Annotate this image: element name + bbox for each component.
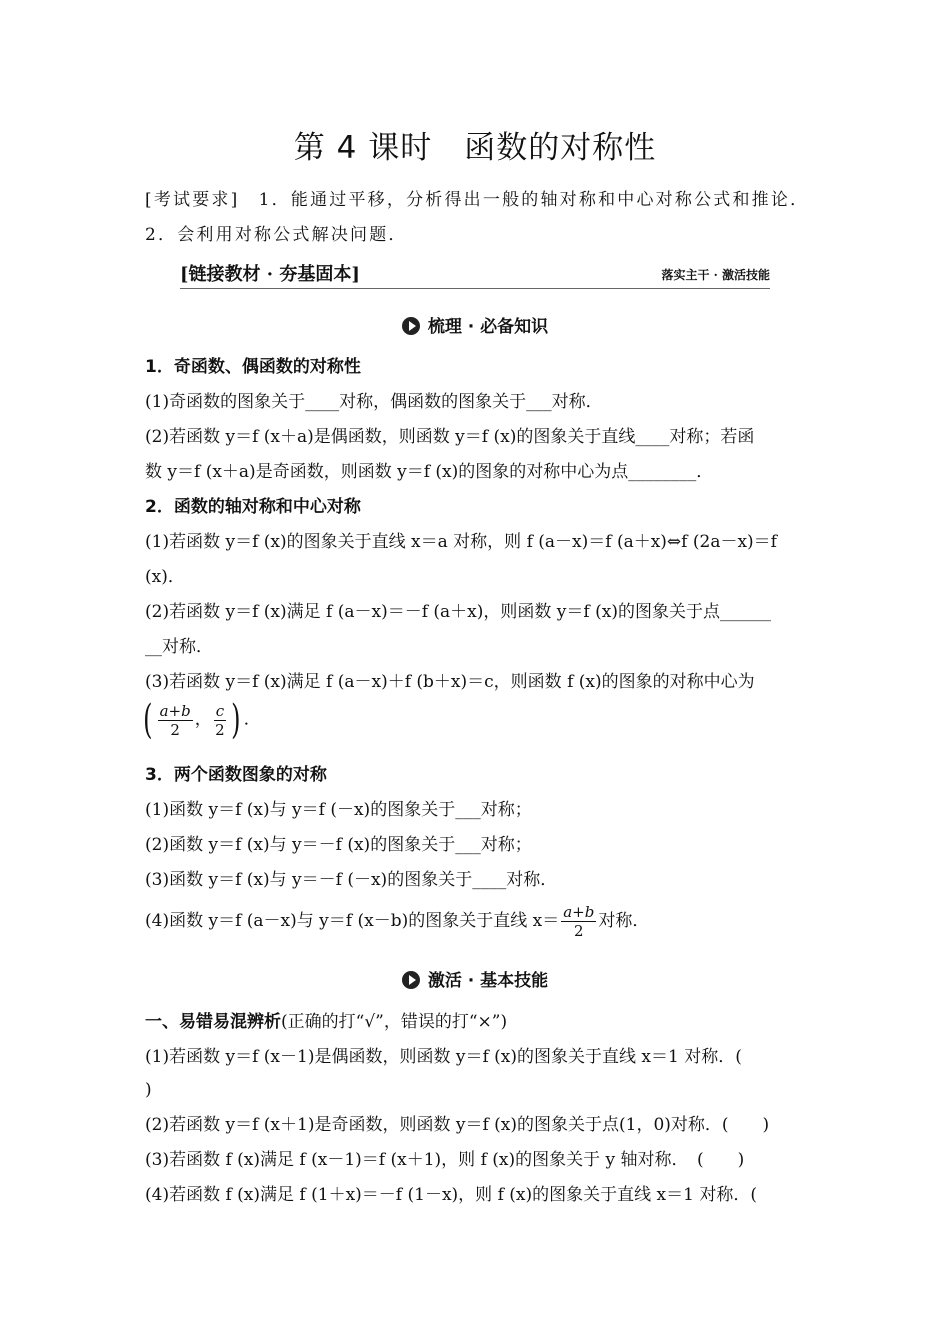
exercise-item-cont: ) (145, 1080, 152, 1100)
heading-3: 3．两个函数图象的对称 (145, 765, 327, 785)
banner-subtitle: 落实主干 · 激活技能 (661, 268, 770, 282)
text-line: (1)若函数 y＝f (x)的图象关于直线 x＝a 对称，则 f (a－x)＝f (a＋x)⇔f (2a－x)＝f (145, 532, 777, 552)
text-line: __对称． (145, 637, 213, 657)
text-line: (x)． (145, 567, 185, 587)
text-line: (2)若函数 y＝f (x＋a)是偶函数，则函数 y＝f (x)的图象关于直线____对称；若函 (145, 427, 755, 447)
text-line: (1)奇函数的图象关于____对称，偶函数的图象关于___对称． (145, 392, 603, 412)
heading-1: 1．奇函数、偶函数的对称性 (145, 357, 361, 377)
text-line: (3)若函数 y＝f (x)满足 f (a－x)＋f (b＋x)＝c，则函数 f (x)的图象的对称中心为 (145, 672, 755, 692)
text-line: (2)函数 y＝f (x)与 y＝－f (x)的图象关于___对称； (145, 835, 532, 855)
text-line: 数 y＝f (x＋a)是奇函数，则函数 y＝f (x)的图象的对称中心为点________． (145, 462, 714, 482)
play-icon (402, 971, 420, 989)
section-banner (180, 260, 770, 289)
heading-2: 2．函数的轴对称和中心对称 (145, 497, 361, 517)
text-line: (2)若函数 y＝f (x)满足 f (a－x)＝－f (a＋x)，则函数 y＝f (x)的图象关于点______ (145, 602, 771, 622)
exercise-heading: 一、易错易混辨析(正确的打“√”，错误的打“×”) (145, 1012, 508, 1032)
text-line: (3)函数 y＝f (x)与 y＝－f (－x)的图象关于____对称． (145, 870, 558, 890)
section-header-skills (0, 966, 950, 991)
section-label: 激活 · 基本技能 (427, 971, 549, 991)
text-line-fraction: (4)函数 y＝f (a－x)与 y＝f (x－b)的图象关于直线 x＝ $\frac{a+b}{2}$ 对称． (145, 903, 650, 940)
exercise-item: (1)若函数 y＝f (x－1)是偶函数，则函数 y＝f (x)的图象关于直线 x＝1 对称．( (145, 1047, 742, 1067)
exercise-item: (3)若函数 f (x)满足 f (x－1)＝f (x＋1)，则 f (x)的图象关于 y 轴对称． ( ) (145, 1150, 745, 1170)
section-label: 梳理 · 必备知识 (427, 317, 549, 337)
text-line: (1)函数 y＝f (x)与 y＝f (－x)的图象关于___对称； (145, 800, 532, 820)
requirement-line-2: 2．会利用对称公式解决问题． (145, 225, 408, 245)
exercise-item: (2)若函数 y＝f (x＋1)是奇函数，则函数 y＝f (x)的图象关于点(1，0)对称．( ) (145, 1115, 770, 1135)
symmetry-center-formula: ( $\frac{a+b}{2}$ ， $\frac{c}{2}$ ) ． (143, 697, 261, 743)
banner-title: [链接教材 · 夯基固本] (180, 264, 360, 285)
play-icon (402, 317, 420, 335)
section-header-knowledge (0, 312, 950, 337)
requirement-line-1: [考试要求] 1．能通过平移，分析得出一般的轴对称和中心对称公式和推论． (145, 190, 810, 210)
page-title: 第 4 课时 函数的对称性 (293, 130, 657, 166)
exercise-item: (4)若函数 f (x)满足 f (1＋x)＝－f (1－x)，则 f (x)的图象关于直线 x＝1 对称．( (145, 1185, 757, 1205)
